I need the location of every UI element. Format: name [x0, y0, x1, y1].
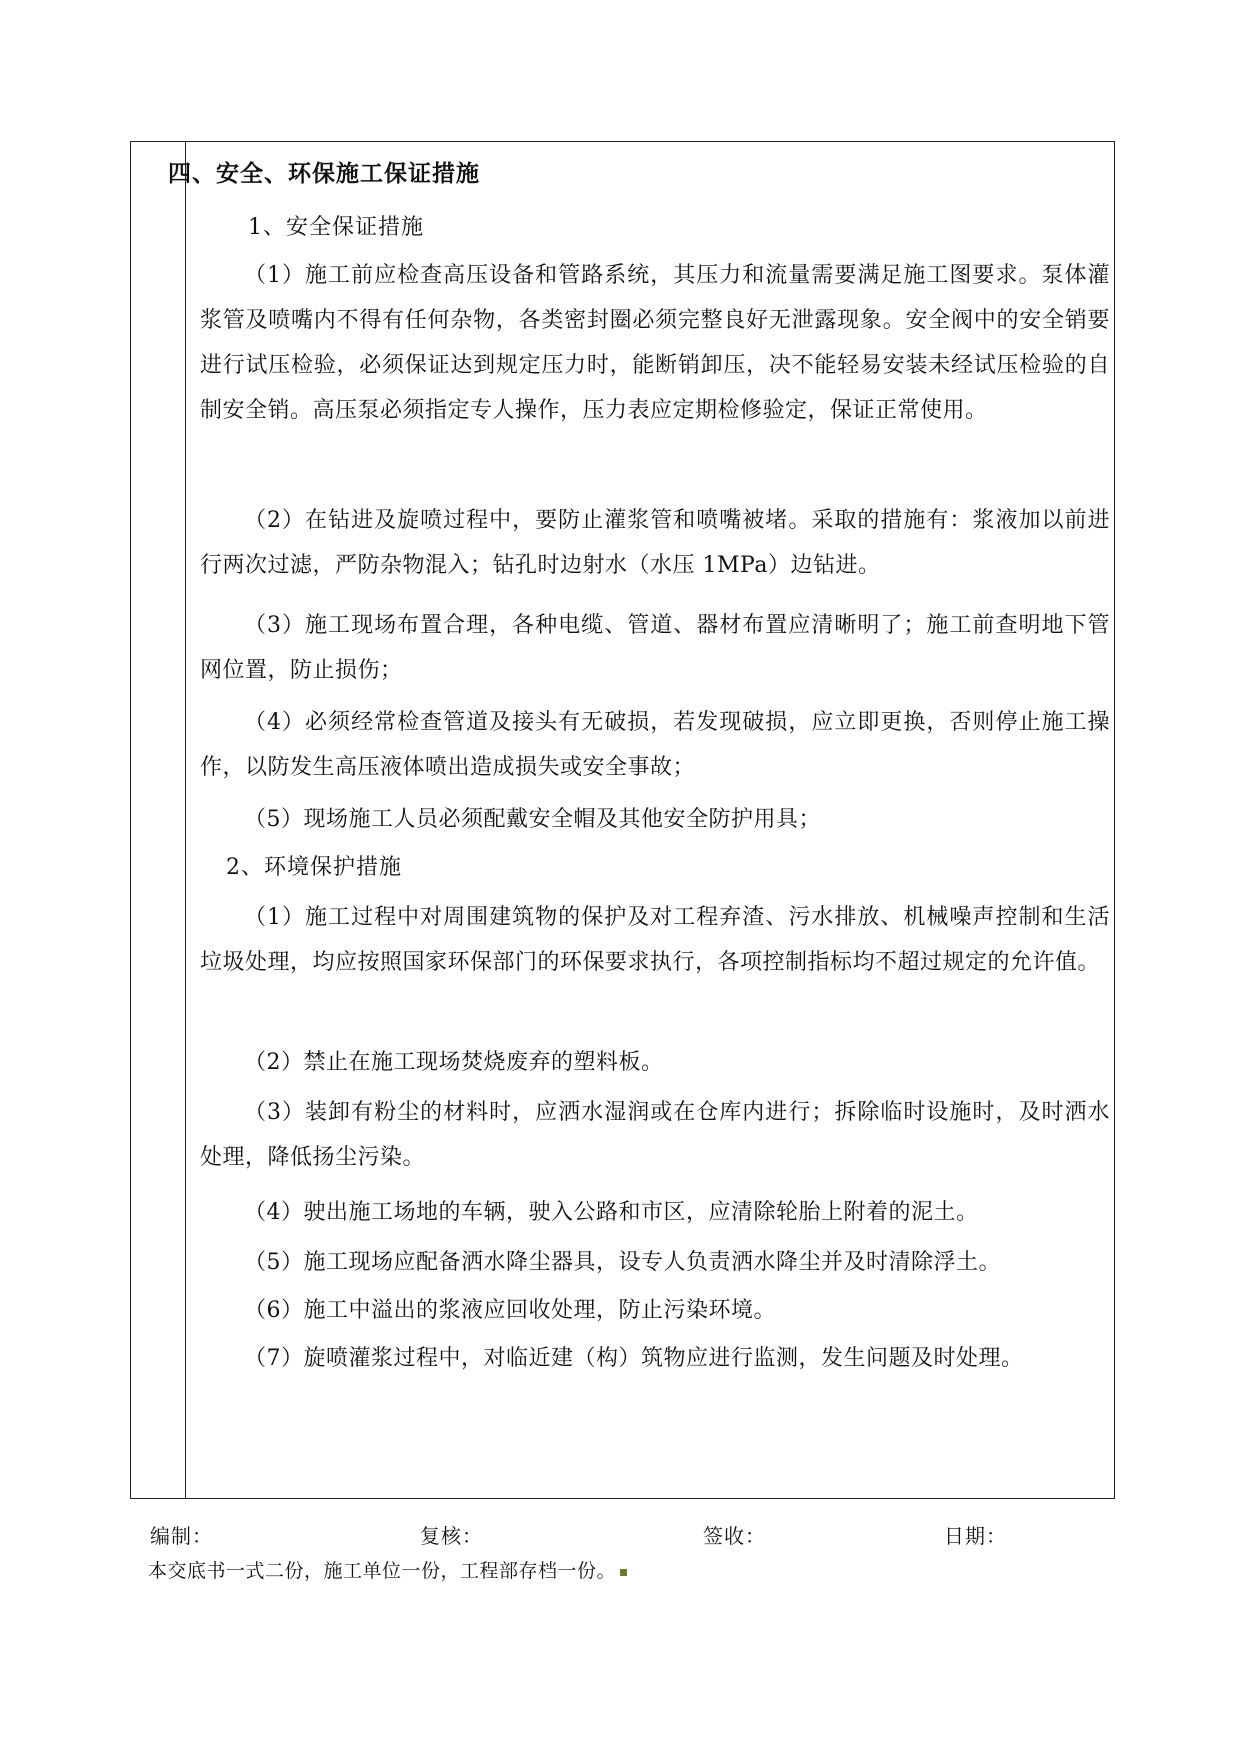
paragraph-safety-2: （2）在钻进及旋喷过程中，要防止灌浆管和喷嘴被堵。采取的措施有：浆液加以前进行两次过滤，严防杂物混入；钻孔时边射水（水压 1MPa）边钻进。: [200, 508, 1110, 578]
paragraph-env-7: （7）旋喷灌浆过程中，对临近建（构）筑物应进行监测，发生问题及时处理。: [244, 1346, 1024, 1371]
paragraph-env-2: （2）禁止在施工现场焚烧废弃的塑料板。: [244, 1050, 664, 1075]
paragraph-env-1: （1）施工过程中对周围建筑物的保护及对工程弃渣、污水排放、机械噪声控制和生活垃圾处理，均应按照国家环保部门的环保要求执行，各项控制指标均不超过规定的允许值。: [200, 905, 1110, 975]
subsection-heading-environment: 2、环境保护措施: [226, 855, 402, 880]
paragraph-env-6: （6）施工中溢出的浆液应回收处理，防止污染环境。: [244, 1298, 776, 1323]
paragraph-safety-3: （3）施工现场布置合理，各种电缆、管道、器材布置应清晰明了；施工前查明地下管网位置，防止损伤；: [200, 613, 1110, 683]
paragraph-safety-5: （5）现场施工人员必须配戴安全帽及其他安全防护用具；: [244, 807, 821, 832]
date-label: 日期：: [944, 1524, 1007, 1548]
left-column: [131, 142, 186, 1498]
footer-note: [148, 1556, 627, 1583]
footer-note-text: 本交底书一式二份，施工单位一份，工程部存档一份。: [148, 1560, 617, 1582]
marker-icon: [620, 1569, 627, 1576]
section-title: 四、安全、环保施工保证措施: [168, 161, 480, 187]
paragraph-env-3: （3）装卸有粉尘的材料时，应洒水湿润或在仓库内进行；拆除临时设施时，及时洒水处理，降低扬尘污染。: [200, 1100, 1110, 1170]
compiled-label: 编制：: [150, 1524, 213, 1548]
paragraph-env-4: （4）驶出施工场地的车辆，驶入公路和市区，应清除轮胎上附着的泥土。: [244, 1200, 979, 1225]
signed-label: 签收：: [703, 1524, 766, 1548]
paragraph-safety-1: （1）施工前应检查高压设备和管路系统，其压力和流量需要满足施工图要求。泵体灌浆管及喷嘴内不得有任何杂物，各类密封圈必须完整良好无泄露现象。安全阀中的安全销要进行试压检验，必须保证达到规定压力时，能断销卸压，决不能轻易安装未经试压检验的自制安全销。高压泵必须指定专人操作，压力表应定期检修验定，保证正常使用。: [200, 263, 1110, 423]
review-label: 复核：: [420, 1524, 483, 1548]
paragraph-env-5: （5）施工现场应配备洒水降尘器具，设专人负责洒水降尘并及时清除浮土。: [244, 1250, 1001, 1275]
subsection-heading-safety: 1、安全保证措施: [248, 215, 424, 240]
paragraph-safety-4: （4）必须经常检查管道及接头有无破损，若发现破损，应立即更换，否则停止施工操作，以防发生高压液体喷出造成损失或安全事故；: [200, 710, 1110, 780]
